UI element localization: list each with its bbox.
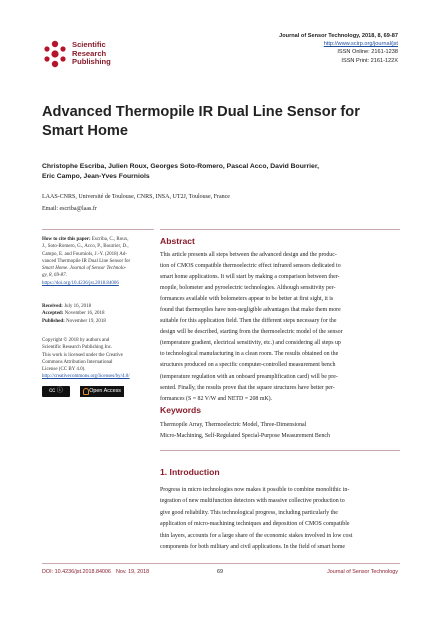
doi-link[interactable]: https://doi.org/10.4236/jst.2018.84006: [42, 280, 119, 286]
abstract-line: (temperature gradient, electrical sensitivity, etc.) and considering all steps up: [160, 340, 341, 347]
contact-email: Email: escriba@laas.fr: [42, 206, 97, 212]
date-value: July 16, 2018: [64, 304, 92, 309]
license-line: Copyright © 2018 by authors and: [42, 338, 110, 343]
abstract-line: structures produced on a specific computer-controlled measurement bench: [160, 362, 336, 369]
keywords-line: Thermopile Array, Thermoelectric Model, Three-Dimensional: [160, 422, 307, 428]
affiliation: LAAS-CNRS, Université de Toulouse, CNRS, INSA, UT2J, Toulouse, France: [42, 194, 230, 200]
license-badges: [42, 386, 154, 398]
abstract-line: design will be described, starting from the thermoelectric model of the sensor: [160, 329, 343, 336]
intro-line: application of micro-machining techniques and deposition of CMOS compatible: [160, 521, 350, 528]
page-number: 69: [217, 569, 223, 575]
license-line: Commons Attribution International: [42, 359, 113, 365]
publisher-name-line: Publishing: [72, 57, 111, 67]
license-block: [42, 337, 154, 381]
footer-rule: [42, 563, 400, 564]
date-value: November 19, 2018: [66, 318, 106, 324]
journal-url-link[interactable]: http://www.scirp.org/journal/jst: [323, 41, 398, 48]
abstract-body: [160, 250, 396, 405]
footer-date: Nov. 19, 2018: [116, 569, 150, 575]
cite-line: gy, 8, 69-87.: [42, 273, 67, 279]
author-list: [42, 162, 382, 182]
cite-block: [42, 236, 154, 287]
cite-line: Escriba, C., Roux,: [91, 237, 129, 242]
abstract-top-rule: [160, 229, 400, 230]
abstract-line: formances available with bolometers appear to be better at first sight, it is: [160, 296, 334, 303]
issn-print: ISSN Print: 2161-122X: [341, 57, 398, 64]
keywords-heading: Keywords: [160, 405, 202, 415]
abstract-line: This article presents all steps between the advanced design and the produc-: [160, 252, 337, 258]
cite-line: Campo, E. and Fourniols, J.-Y. (2018) Ad-: [42, 251, 128, 257]
keywords-line: Micro-Machining, Self-Regulated Special-Purpose Measurement Bench: [160, 432, 330, 439]
issn-online: ISSN Online: 2161-1238: [337, 49, 398, 56]
abstract-line: (temperature regulation with an onboard preamplification card) will be pre-: [160, 373, 338, 380]
publisher-logo: [42, 40, 160, 70]
publisher-name-line: Research: [72, 48, 107, 58]
license-line: License (CC BY 4.0).: [42, 367, 86, 373]
abstract-line: suitable for this application field. Then the different steps necessary for the: [160, 318, 337, 325]
abstract-line: tion of CMOS compatible thermoelectric effect infrared sensors dedicated to: [160, 263, 341, 270]
license-line: Scientific Research Publishing Inc.: [42, 345, 113, 351]
license-line: This work is licensed under the Creative: [42, 352, 123, 358]
license-url-link[interactable]: http://creativecommons.org/licenses/by/4.0/: [42, 374, 130, 380]
author-line: Christophe Escriba, Julien Roux, Georges Soto-Romero, Pascal Acco, David Bourrier,: [42, 163, 319, 170]
intro-line: tegration of new multifunction detectors with massive collective production to: [160, 498, 345, 505]
date-label: Accepted:: [42, 311, 64, 317]
title-line: Advanced Thermopile IR Dual Line Sensor for: [42, 104, 360, 120]
intro-line: give good reliability. This technological progress, including particularly the: [160, 509, 338, 516]
intro-body: [160, 485, 396, 553]
publisher-name-line: Scientific: [72, 40, 106, 49]
footer-journal: Journal of Sensor Technology: [327, 569, 398, 575]
dates-block: [42, 303, 154, 325]
keywords-body: [160, 420, 400, 441]
abstract-line: found that thermopiles have non-negligible advantages that make them more: [160, 307, 341, 314]
date-value: November 16, 2018: [64, 311, 105, 317]
abstract-heading: Abstract: [160, 236, 195, 246]
cc-by-badge[interactable]: cc ⓘ: [42, 386, 70, 397]
date-label: Published:: [42, 318, 65, 324]
intro-line: components for both military and civil applications. In the field of smart home: [160, 544, 346, 551]
cite-line: vanced Thermopile IR Dual Line Sensor for: [42, 258, 131, 264]
left-column-rule: [42, 229, 154, 230]
date-label: Received:: [42, 304, 63, 309]
keywords-bottom-rule: [160, 450, 400, 451]
intro-heading: 1. Introduction: [160, 467, 220, 477]
journal-citation: Journal of Sensor Technology, 2018, 8, 69-87: [279, 33, 398, 39]
cite-heading: How to cite this paper:: [42, 237, 91, 242]
author-line: Eric Campo, Jean-Yves Fourniols: [42, 173, 150, 180]
abstract-line: mopile, bolometer and pyroelectric technologies. Although sensitivity per-: [160, 285, 336, 292]
abstract-line: to technological manufacturing in a clean room. The results obtained on the: [160, 351, 339, 358]
cite-line: J., Soto-Romero, G., Acco, P., Bourrier, D.,: [42, 244, 129, 250]
open-access-label: Open Access: [89, 388, 121, 394]
journal-meta: [279, 32, 398, 65]
abstract-line: smart home applications. It will start by making a comparison between ther-: [160, 274, 340, 281]
title-line: Smart Home: [42, 123, 128, 139]
srp-logo-icon: [42, 40, 68, 68]
intro-line: Progress in micro technologies now makes it possible to combine monolithic in-: [160, 487, 350, 493]
abstract-line: formances (S = 82 V/W and NETD = 208 mK).: [160, 395, 273, 402]
abstract-line: sented. Finally, the results prove that the square structures have better per-: [160, 384, 335, 391]
open-access-badge: [80, 386, 124, 397]
intro-line: thin layers, accounts for a large share of the economic stakes involved in low cost: [160, 532, 353, 539]
cite-line: Smart Home. Journal of Sensor Technolo-: [42, 266, 127, 272]
open-lock-icon: [83, 388, 89, 395]
footer-doi: DOI: 10.4236/jst.2018.84006: [42, 569, 111, 575]
paper-title: [42, 103, 372, 141]
